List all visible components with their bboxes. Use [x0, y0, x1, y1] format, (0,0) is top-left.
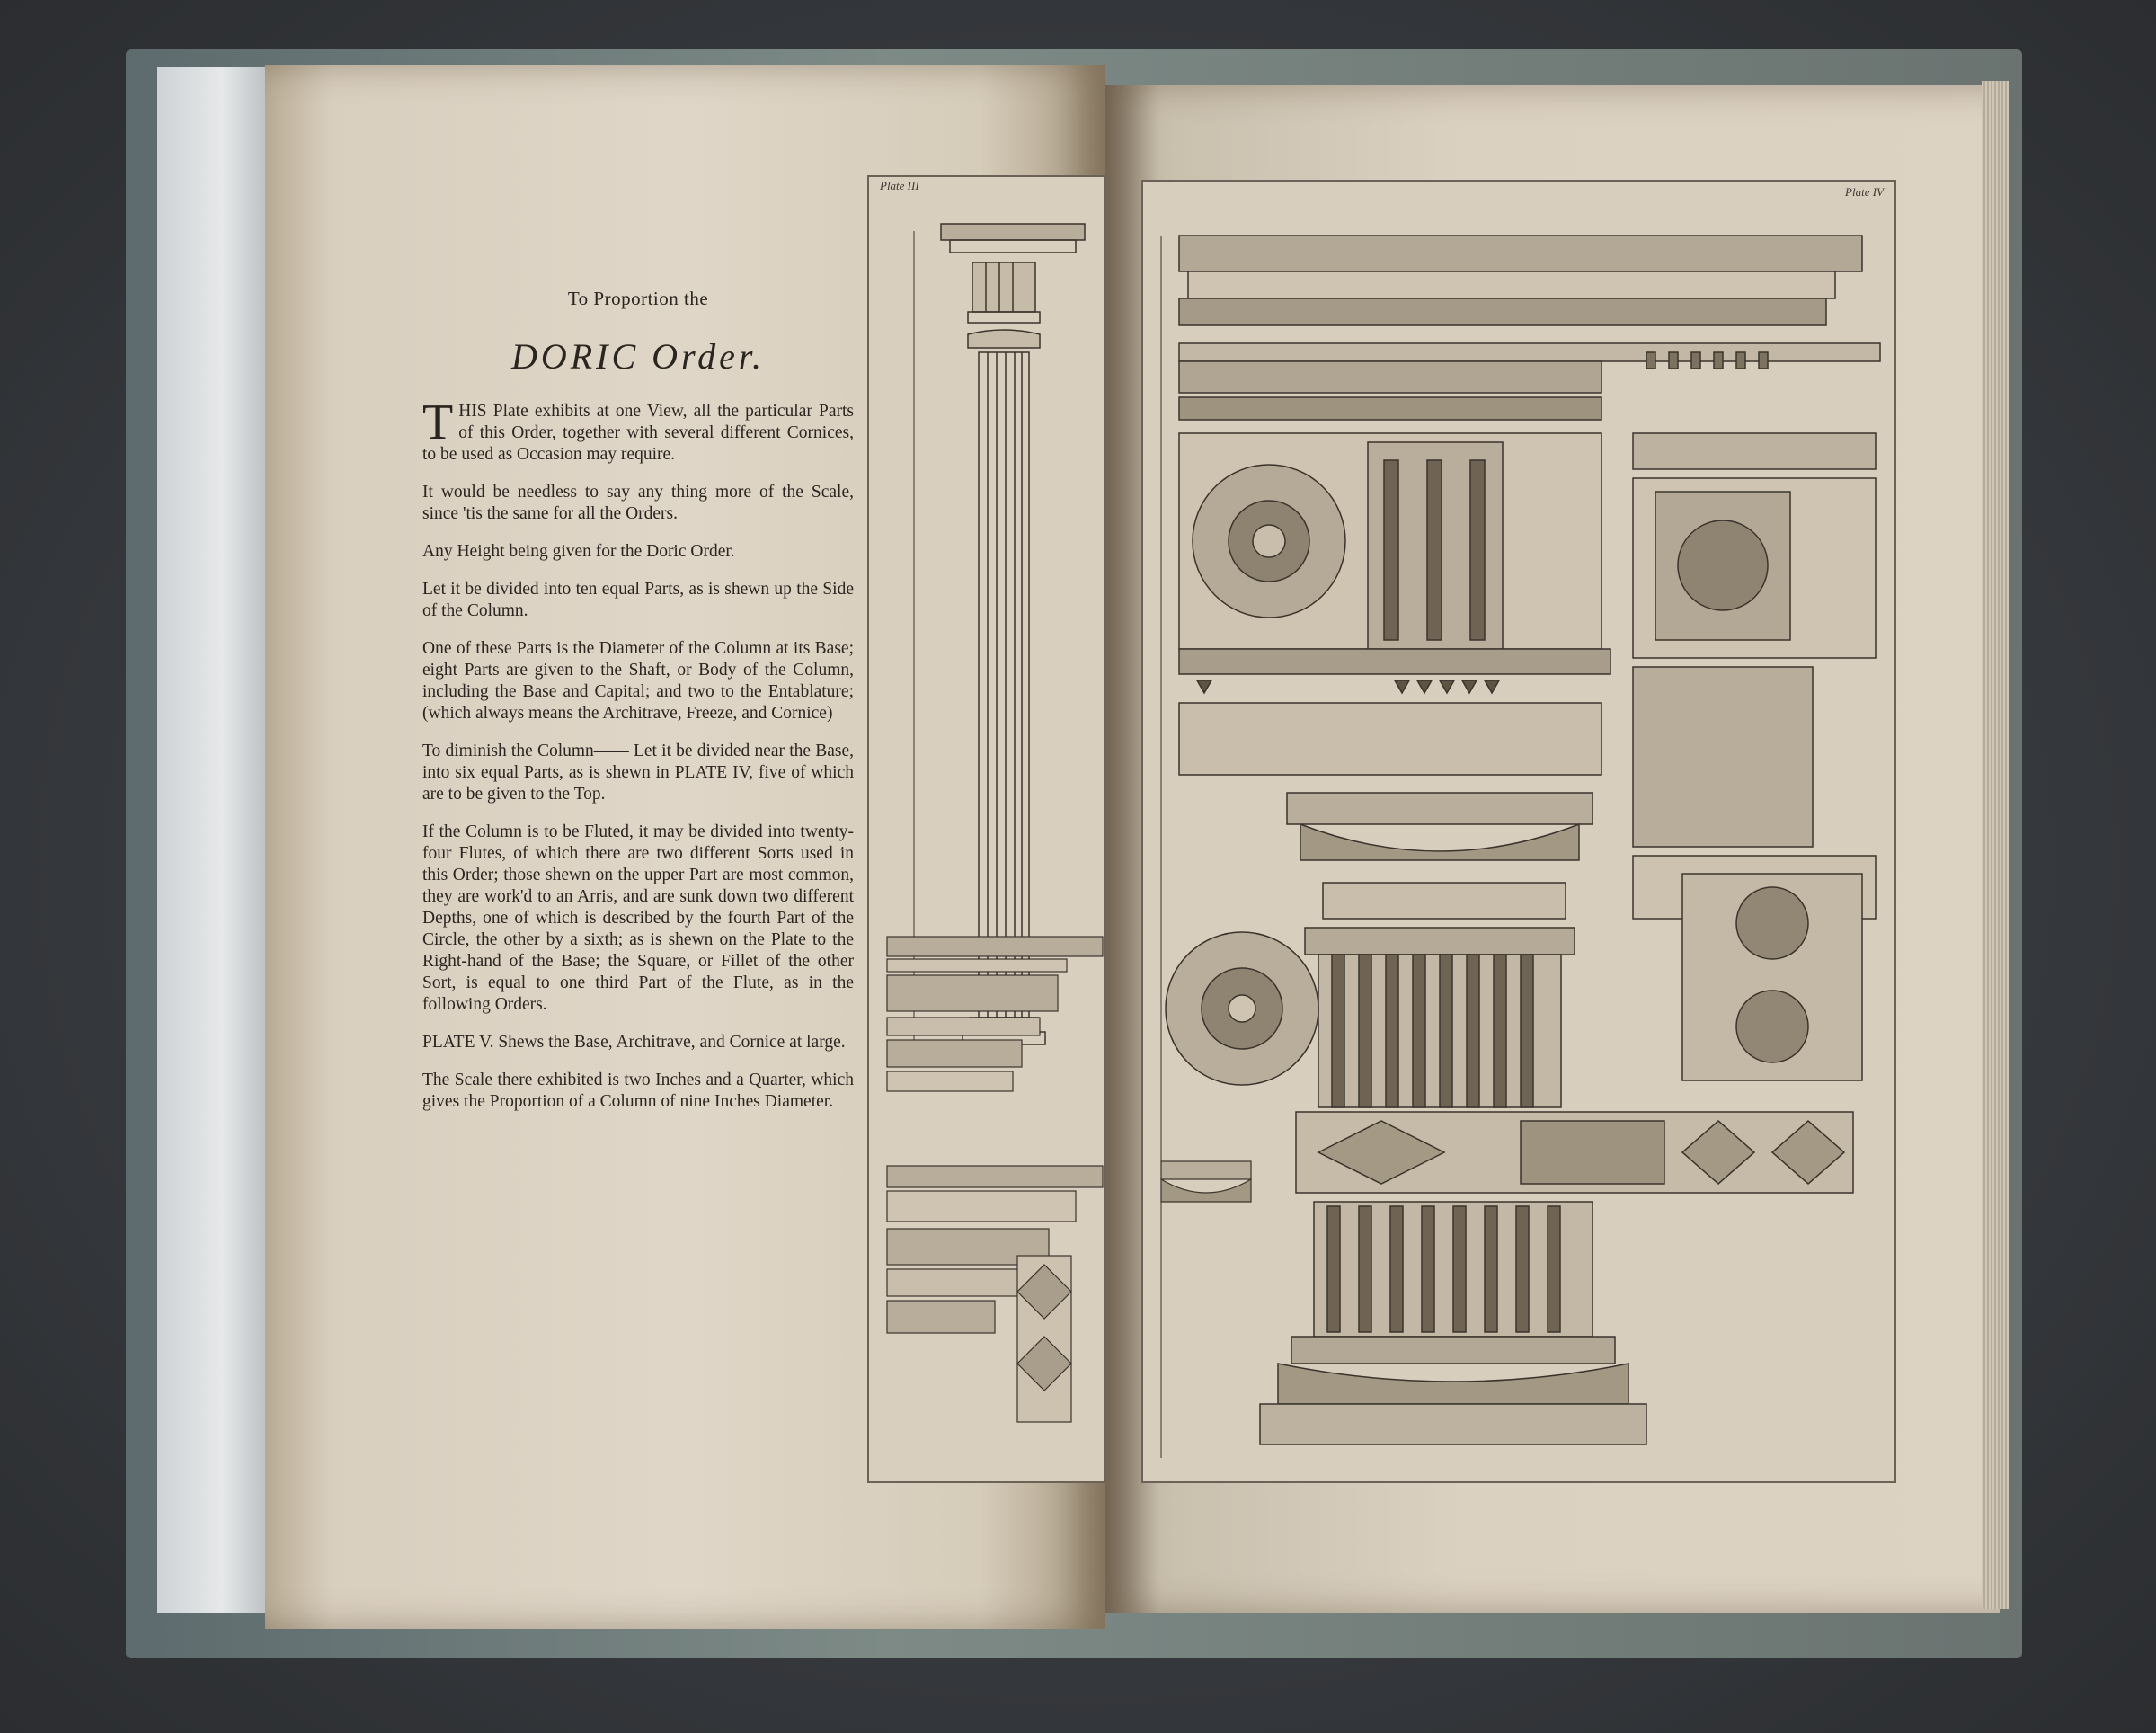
heading-title: DORIC Order. — [510, 336, 766, 377]
plate-iv-label: Plate IV — [1845, 185, 1884, 199]
paragraph-5: One of these Parts is the Diameter of the Column at its Base; eight Parts are given to the Shaft, or Body of the Column, including the Base and Capital; and two to the Entablature; (which always means the Architrave, Freeze, and Cornice) — [422, 639, 854, 723]
ornament-strip — [1296, 1112, 1853, 1193]
plate-iii — [867, 175, 1105, 1483]
plate-iii-engraving — [869, 177, 1104, 1481]
flyleaf — [157, 67, 265, 1613]
paragraph-2: It would be needless to say any thing more of the Scale, since 'tis the same for all the Orders. — [422, 483, 854, 523]
plate-iii-label: Plate III — [880, 179, 919, 192]
plate-iv — [1141, 180, 1896, 1483]
rosette — [1166, 932, 1318, 1085]
paragraph-1: THIS Plate exhibits at one View, all the particular Parts of this Order, together with several different Cornices, to be used as Occasion may require. — [422, 395, 854, 464]
paragraph-8: PLATE V. Shews the Base, Architrave, and Cornice at large. — [422, 1033, 846, 1052]
plate-iv-engraving — [1143, 182, 1894, 1481]
small-cornice — [1161, 1161, 1251, 1202]
page-edges — [1982, 81, 2009, 1609]
paragraph-6: To diminish the Column—— Let it be divided near the Base, into six equal Parts, as is shewn in PLATE IV, five of which are to be given to the Top. — [422, 742, 854, 804]
column-base — [1260, 1202, 1646, 1444]
column-capital — [1287, 793, 1593, 1107]
soffit-panels — [1633, 433, 1876, 1080]
heading-small: To Proportion the — [567, 288, 709, 309]
left-page-text — [422, 288, 854, 1129]
cornice-details — [887, 937, 1103, 1422]
doric-column-elevation — [914, 224, 1085, 1044]
paragraph-9: The Scale there exhibited is two Inches and a Quarter, which gives the Proportion of a Column of nine Inches Diameter. — [422, 1071, 854, 1111]
dropcap: T — [422, 395, 454, 450]
paragraph-3: Any Height being given for the Doric Order. — [422, 542, 735, 561]
paragraph-7: If the Column is to be Fluted, it may be divided into twenty-four Flutes, of which there are two different Sorts used in this Order; those shewn on the upper Part are most common, they are work'd to an Arris, and are sunk down two different Depths, one of which is described by the fourth Part of the Circle, the other by a sixth; as is shewn on the Plate to the Right-hand of the Base; the Square, or Fillet of the other Sort, is equal to one third Part of the Flute, as in the following Orders. — [422, 822, 854, 1014]
paragraph-4: Let it be divided into ten equal Parts, as is shewn up the Side of the Column. — [422, 580, 854, 620]
